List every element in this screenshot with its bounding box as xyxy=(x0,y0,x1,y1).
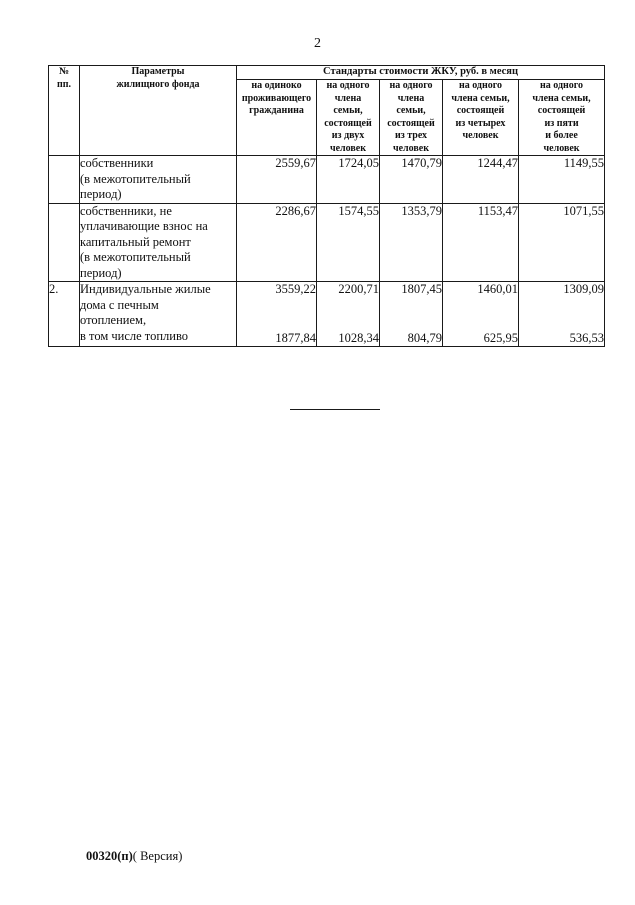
param-line: период) xyxy=(80,187,122,201)
row-param xyxy=(80,282,237,347)
row-number: 2. xyxy=(49,282,80,347)
value-cell: 1149,55 xyxy=(519,156,605,204)
document-code-version: ( Версия) xyxy=(132,849,183,863)
header-params-line: жилищного фонда xyxy=(116,78,200,90)
housing-cost-standards-table xyxy=(48,65,605,347)
header-line: человек xyxy=(392,142,430,154)
document-code xyxy=(86,849,182,864)
value-cell: 2559,67 xyxy=(237,156,317,204)
header-line: на одного xyxy=(539,80,584,91)
header-line: на одиноко xyxy=(251,80,302,91)
header-params xyxy=(80,66,237,156)
header-col-three xyxy=(380,80,443,156)
header-line: состоящей xyxy=(387,117,435,129)
header-line: из двух xyxy=(331,130,365,141)
header-col-single xyxy=(237,80,317,156)
value-total: 1309,09 xyxy=(563,282,605,296)
row-number xyxy=(49,203,80,282)
param-line: отоплением, xyxy=(80,313,147,327)
param-line: в том числе топливо xyxy=(80,328,189,343)
header-col-two xyxy=(317,80,380,156)
value-cell xyxy=(237,282,317,347)
header-number-line: пп. xyxy=(56,78,72,90)
value-cell: 1071,55 xyxy=(519,203,605,282)
value-cell: 1153,47 xyxy=(443,203,519,282)
header-col-five-plus xyxy=(519,80,605,156)
value-cell xyxy=(519,282,605,347)
header-line: и более xyxy=(545,130,578,141)
table-row xyxy=(49,156,605,204)
value-cell: 2286,67 xyxy=(237,203,317,282)
header-cost-standards: Стандарты стоимости ЖКУ, руб. в месяц xyxy=(237,66,605,80)
header-line: состоящей xyxy=(537,105,586,116)
param-line: период) xyxy=(80,265,122,280)
header-line: члена семьи, xyxy=(451,92,510,104)
header-number-line: № xyxy=(58,66,70,77)
header-number xyxy=(49,66,80,156)
value-cell: 1353,79 xyxy=(380,203,443,282)
page-number: 2 xyxy=(314,36,321,51)
value-total: 1460,01 xyxy=(477,282,518,296)
value-cell xyxy=(443,282,519,347)
param-line: собственники, не xyxy=(80,203,172,218)
header-line: из пяти xyxy=(544,117,579,129)
param-line: дома с печным xyxy=(80,297,159,312)
param-line: уплачивающие взнос на xyxy=(80,219,208,233)
document-code-number: 00320(п) xyxy=(86,849,133,863)
value-total: 1807,45 xyxy=(401,282,442,296)
header-line: состоящей xyxy=(456,105,505,116)
header-line: из четырех xyxy=(455,117,506,129)
header-line: состоящей xyxy=(324,117,372,129)
header-line: на одного xyxy=(458,80,503,91)
header-line: из трех xyxy=(394,130,428,141)
value-cell xyxy=(380,282,443,347)
header-line: семьи, xyxy=(333,105,363,116)
header-line: члена xyxy=(397,92,425,104)
header-line: гражданина xyxy=(249,105,304,116)
value-total: 3559,22 xyxy=(275,282,316,296)
param-line: (в межотопительный xyxy=(80,250,191,264)
param-line: капитальный ремонт xyxy=(80,234,191,249)
value-fuel: 1877,84 xyxy=(275,330,316,345)
value-cell: 1574,55 xyxy=(317,203,380,282)
header-line: проживающего xyxy=(241,92,312,104)
end-separator-line xyxy=(290,409,380,410)
value-fuel: 625,95 xyxy=(483,330,518,345)
header-line: на одного xyxy=(389,80,433,91)
param-line: Индивидуальные жилые xyxy=(80,282,211,296)
value-cell xyxy=(317,282,380,347)
row-number xyxy=(49,156,80,204)
row-param xyxy=(80,203,237,282)
header-line: человек xyxy=(462,130,499,141)
param-line: (в межотопительный xyxy=(80,171,191,186)
table-row xyxy=(49,203,605,282)
header-line: человек xyxy=(329,142,367,154)
table-row xyxy=(49,282,605,347)
param-line: собственники xyxy=(80,156,154,170)
value-fuel: 536,53 xyxy=(569,330,605,345)
header-line: на одного xyxy=(326,80,370,91)
value-cell: 1724,05 xyxy=(317,156,380,204)
header-col-four xyxy=(443,80,519,156)
value-cell: 1244,47 xyxy=(443,156,519,204)
value-total: 2200,71 xyxy=(338,282,379,296)
row-param xyxy=(80,156,237,204)
header-line: члена семьи, xyxy=(532,92,591,104)
header-line: члена xyxy=(334,92,362,104)
value-fuel: 804,79 xyxy=(407,330,442,345)
value-fuel: 1028,34 xyxy=(338,330,379,345)
header-params-line: Параметры xyxy=(131,66,185,77)
header-line: семьи, xyxy=(396,105,426,116)
header-line: человек xyxy=(543,142,580,154)
value-cell: 1470,79 xyxy=(380,156,443,204)
